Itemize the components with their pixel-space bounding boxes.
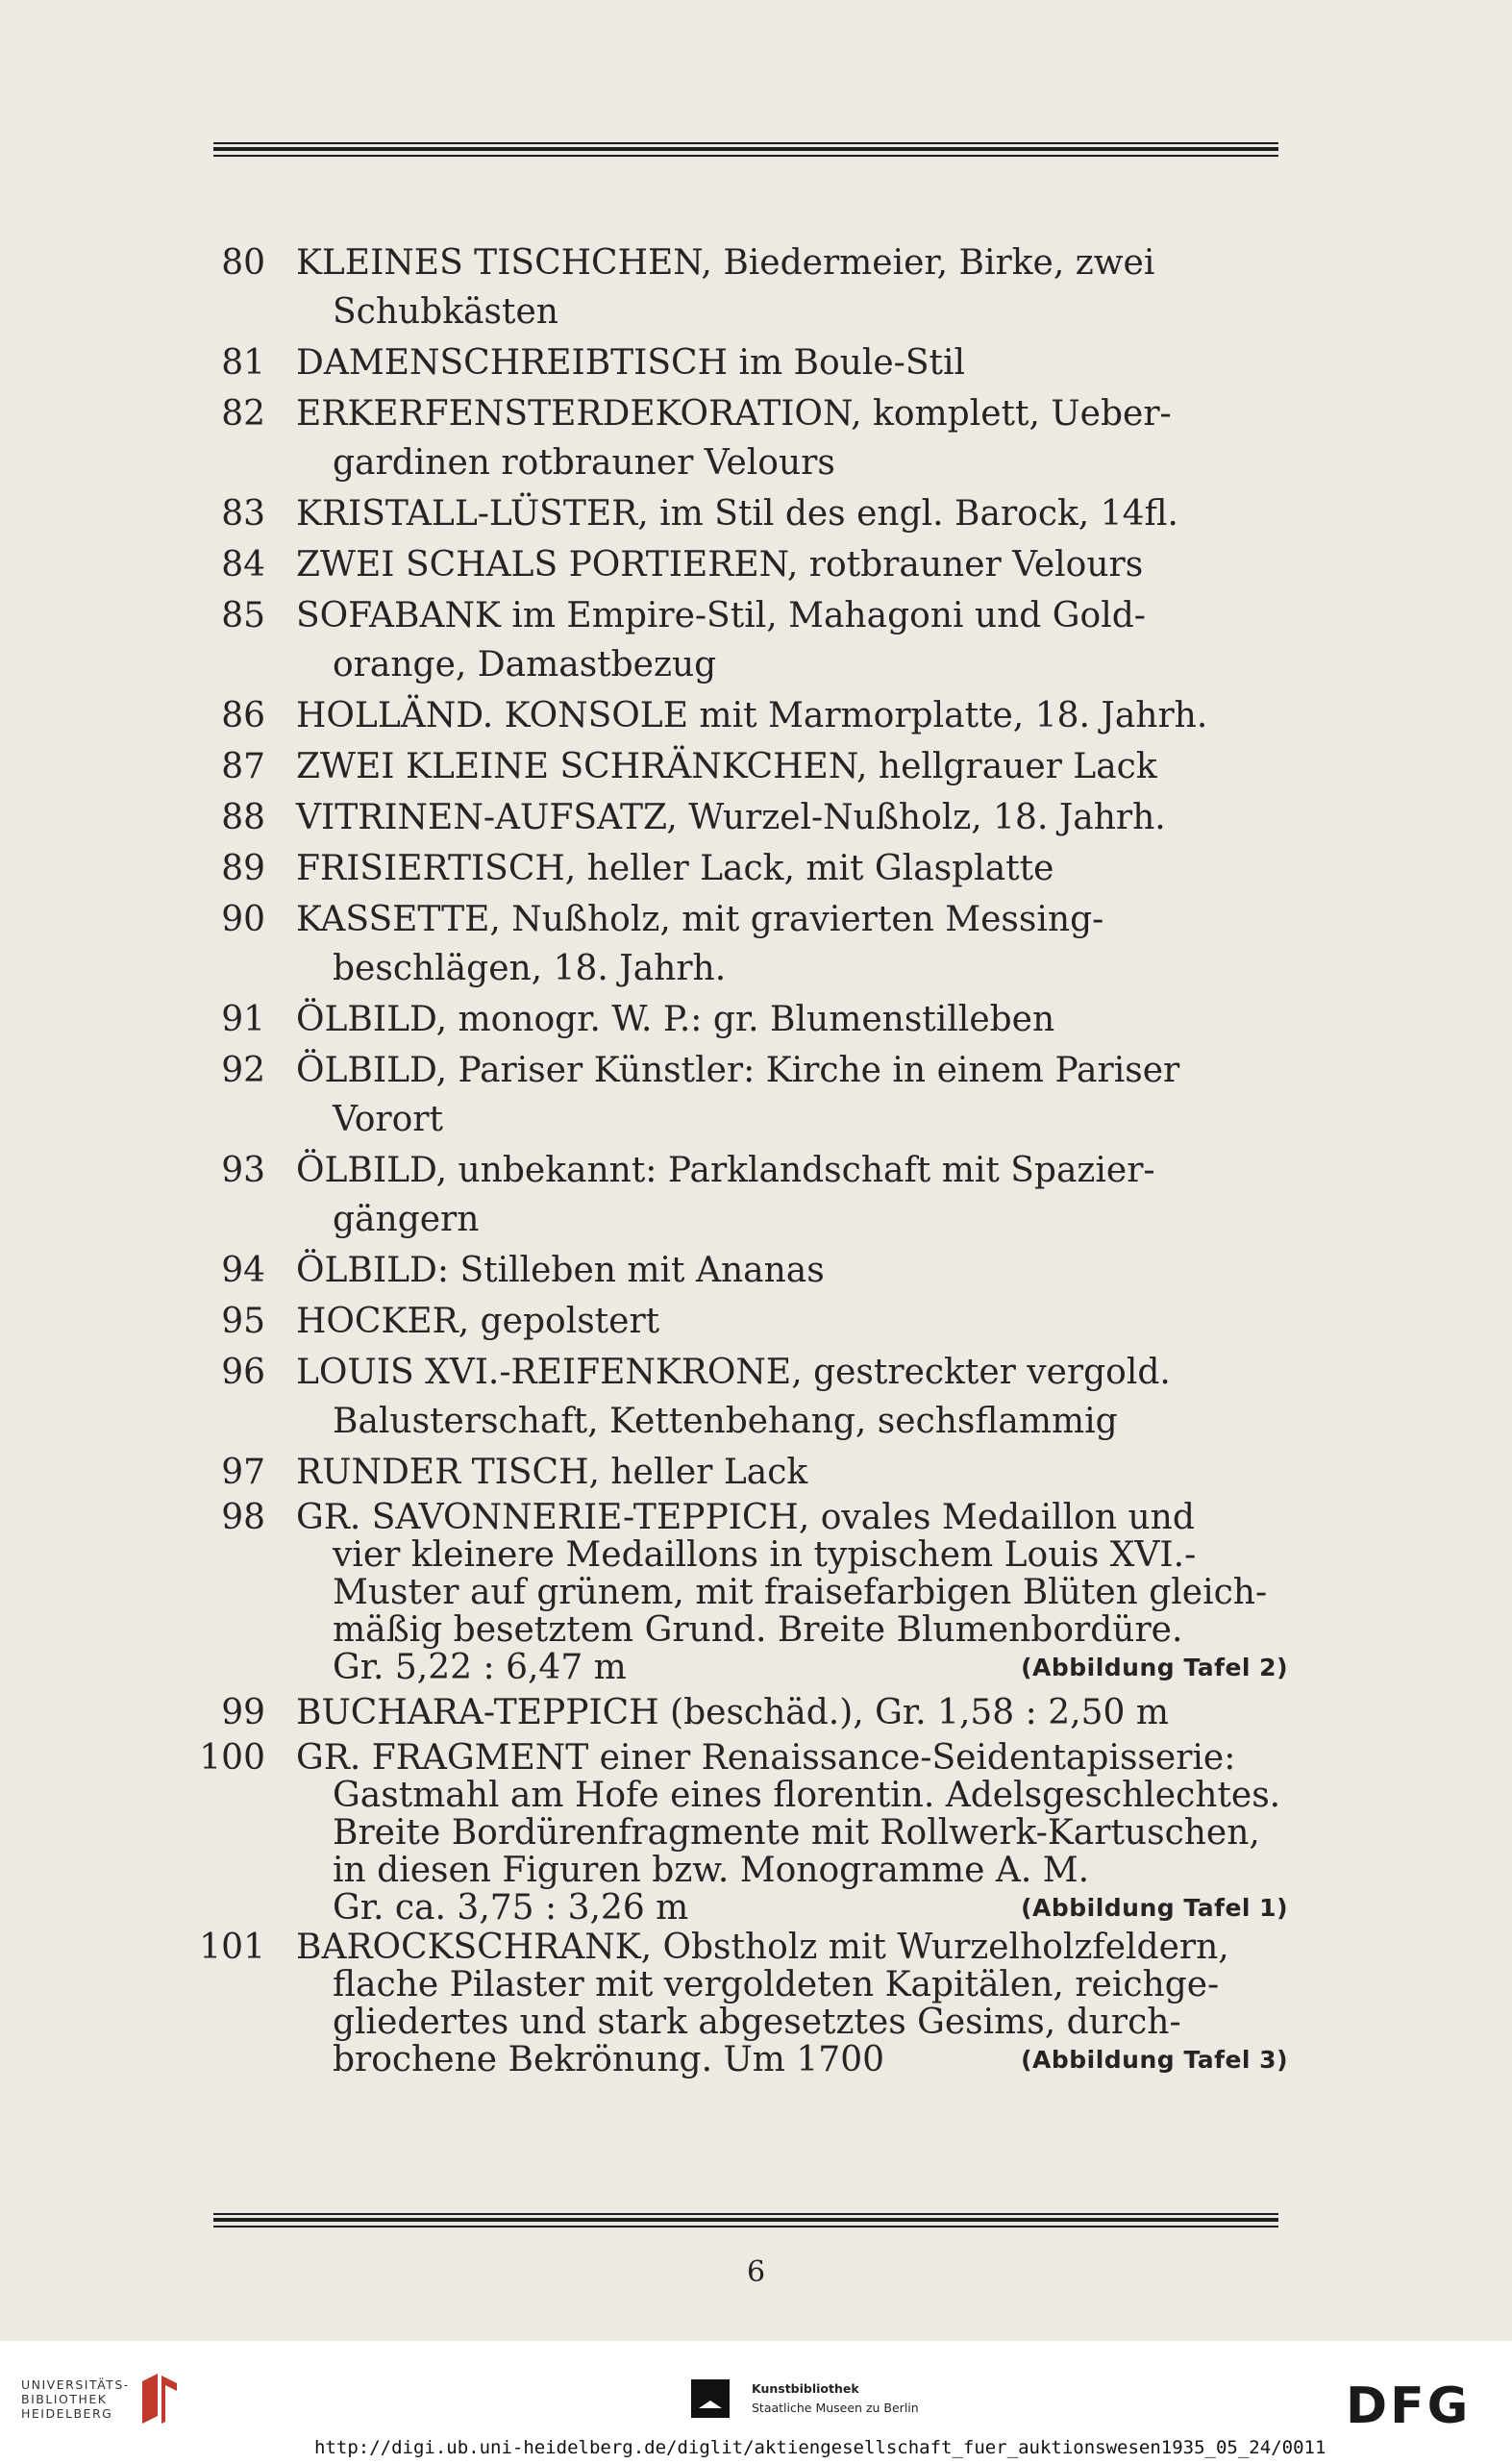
- university-library-label: UNIVERSITÄTS- BIBLIOTHEK HEIDELBERG: [21, 2377, 130, 2421]
- catalog-entry: [192, 1297, 1288, 1346]
- kunstbibliothek-logo-icon: [691, 2379, 730, 2418]
- entry-line: Gr. ca. 3,75 : 3,26 m: [333, 1888, 689, 1928]
- dfg-logo: DFG: [1346, 2377, 1472, 2435]
- catalog-entries: [192, 238, 1288, 2080]
- lot-number: 87: [221, 747, 265, 786]
- catalog-entry: [192, 389, 1288, 487]
- lot-number: 88: [221, 798, 265, 837]
- lot-number: 91: [221, 1000, 265, 1039]
- entry-title-line: GR. FRAGMENT einer Renaissance-Seidentapisserie:: [296, 1738, 1236, 1778]
- plate-reference: (Abbildung Tafel 1): [1021, 1894, 1288, 1922]
- lot-number: 93: [221, 1151, 265, 1190]
- entry-line: in diesen Figuren bzw. Monogramme A. M.: [333, 1851, 1090, 1890]
- entry-title-line: FRISIERTISCH, heller Lack, mit Glasplatte: [296, 849, 1054, 888]
- entry-line: Muster auf grünem, mit fraisefarbigen Blüten gleich-: [333, 1573, 1268, 1612]
- entry-title-line: KLEINES TISCHCHEN, Biedermeier, Birke, zwei: [296, 243, 1155, 283]
- entry-line: Gastmahl am Hofe eines florentin. Adelsgeschlechtes.: [333, 1776, 1281, 1815]
- entry-title-line: ERKERFENSTERDEKORATION, komplett, Ueber-: [296, 394, 1172, 434]
- lot-number: 90: [221, 900, 265, 939]
- catalog-entry: [192, 238, 1288, 336]
- lot-number: 99: [221, 1693, 265, 1732]
- entry-line: mäßig besetztem Grund. Breite Blumenbordüre.: [333, 1610, 1183, 1650]
- entry-line: Breite Bordürenfragmente mit Rollwerk-Kartuschen,: [333, 1813, 1260, 1853]
- entry-line: brochene Bekrönung. Um 1700: [333, 2040, 884, 2079]
- lot-number: 85: [221, 596, 265, 635]
- source-url[interactable]: http://digi.ub.uni-heidelberg.de/diglit/aktiengesellschaft_fuer_auktionswesen1935_05_24/0011: [314, 2437, 1326, 2458]
- lot-number: 101: [199, 1928, 265, 1967]
- lot-number: 97: [221, 1453, 265, 1492]
- entry-line: Schubkästen: [333, 292, 558, 332]
- page-number: 6: [746, 2255, 766, 2289]
- lot-number: 83: [221, 494, 265, 534]
- entry-line-with-plate: [296, 2041, 1288, 2078]
- catalog-entry: [192, 793, 1288, 842]
- lot-number: 82: [221, 394, 265, 434]
- lot-number: 96: [221, 1353, 265, 1392]
- catalog-entry: [192, 742, 1288, 791]
- entry-line: Gr. 5,22 : 6,47 m: [333, 1648, 627, 1687]
- lot-number: 86: [221, 696, 265, 735]
- entry-line: Balusterschaft, Kettenbehang, sechsflammig: [333, 1402, 1118, 1441]
- entry-title-line: ÖLBILD: Stilleben mit Ananas: [296, 1251, 825, 1290]
- catalog-entry: [192, 540, 1288, 589]
- catalog-entry: [192, 1146, 1288, 1244]
- lot-number: 98: [221, 1498, 265, 1537]
- entry-title-line: ÖLBILD, monogr. W. P.: gr. Blumenstilleben: [296, 1000, 1055, 1039]
- catalog-entry: [192, 1246, 1288, 1295]
- catalog-entry: [192, 1499, 1288, 1686]
- catalog-entry: [192, 1046, 1288, 1144]
- entry-line: gardinen rotbrauner Velours: [333, 443, 835, 483]
- plate-reference: (Abbildung Tafel 3): [1021, 2046, 1288, 2074]
- entry-title-line: SOFABANK im Empire-Stil, Mahagoni und Gold-: [296, 596, 1146, 635]
- entry-title-line: LOUIS XVI.-REIFENKRONE, gestreckter vergold.: [296, 1353, 1171, 1392]
- entry-title-line: GR. SAVONNERIE-TEPPICH, ovales Medaillon und: [296, 1498, 1195, 1537]
- lot-number: 95: [221, 1302, 265, 1341]
- lot-number: 80: [221, 243, 265, 283]
- catalog-entry: [192, 844, 1288, 893]
- entry-title-line: ZWEI KLEINE SCHRÄNKCHEN, hellgrauer Lack: [296, 747, 1157, 786]
- entry-line: Vorort: [333, 1100, 443, 1139]
- university-library-logo-icon: [136, 2368, 183, 2427]
- plate-reference: (Abbildung Tafel 2): [1021, 1654, 1288, 1681]
- lot-number: 100: [199, 1738, 265, 1778]
- catalog-entry: [192, 895, 1288, 993]
- entry-title-line: BUCHARA-TEPPICH (beschäd.), Gr. 1,58 : 2,50 m: [296, 1693, 1169, 1732]
- catalog-entry: [192, 1348, 1288, 1446]
- entry-line-with-plate: [296, 1649, 1288, 1686]
- lot-number: 84: [221, 545, 265, 585]
- entry-title-line: ÖLBILD, unbekannt: Parklandschaft mit Spazier-: [296, 1151, 1155, 1190]
- top-decorative-rule: [213, 142, 1278, 160]
- entry-title-line: ÖLBILD, Pariser Künstler: Kirche in einem Pariser: [296, 1051, 1180, 1090]
- entry-title-line: BAROCKSCHRANK, Obstholz mit Wurzelholzfeldern,: [296, 1928, 1229, 1967]
- entry-title-line: HOLLÄND. KONSOLE mit Marmorplatte, 18. Jahrh.: [296, 696, 1208, 735]
- catalog-entry: [192, 995, 1288, 1044]
- entry-line: gliedertes und stark abgesetztes Gesims, durch-: [333, 2003, 1181, 2042]
- entry-title-line: DAMENSCHREIBTISCH im Boule-Stil: [296, 343, 965, 383]
- entry-line: orange, Damastbezug: [333, 645, 717, 684]
- catalog-entry: [192, 1448, 1288, 1497]
- entry-title-line: RUNDER TISCH, heller Lack: [296, 1453, 808, 1492]
- lot-number: 92: [221, 1051, 265, 1090]
- lot-number: 81: [221, 343, 265, 383]
- catalog-entry: [192, 691, 1288, 740]
- entry-title-line: VITRINEN-AUFSATZ, Wurzel-Nußholz, 18. Jahrh.: [296, 798, 1166, 837]
- catalog-entry: [192, 591, 1288, 689]
- catalog-entry: [192, 338, 1288, 387]
- entry-title-line: KASSETTE, Nußholz, mit gravierten Messing-: [296, 900, 1104, 939]
- catalog-entry: [192, 489, 1288, 538]
- digitization-footer: [0, 2341, 1512, 2464]
- entry-title-line: HOCKER, gepolstert: [296, 1302, 660, 1341]
- bottom-decorative-rule: [213, 2213, 1278, 2230]
- entry-title-line: ZWEI SCHALS PORTIEREN, rotbrauner Velours: [296, 545, 1144, 585]
- entry-line-with-plate: [296, 1889, 1288, 1927]
- lot-number: 89: [221, 849, 265, 888]
- entry-line: vier kleinere Medaillons in typischem Louis XVI.-: [333, 1535, 1197, 1575]
- catalog-entry: [192, 1688, 1288, 1737]
- entry-title-line: KRISTALL-LÜSTER, im Stil des engl. Barock, 14fl.: [296, 494, 1178, 534]
- entry-line: flache Pilaster mit vergoldeten Kapitälen, reichge-: [333, 1965, 1220, 2004]
- catalog-entry: [192, 1739, 1288, 1927]
- lot-number: 94: [221, 1251, 265, 1290]
- entry-line: gängern: [333, 1200, 480, 1239]
- entry-line: beschlägen, 18. Jahrh.: [333, 949, 727, 988]
- kunstbibliothek-label: Kunstbibliothek Staatliche Museen zu Berlin: [752, 2381, 919, 2415]
- catalog-entry: [192, 1929, 1288, 2078]
